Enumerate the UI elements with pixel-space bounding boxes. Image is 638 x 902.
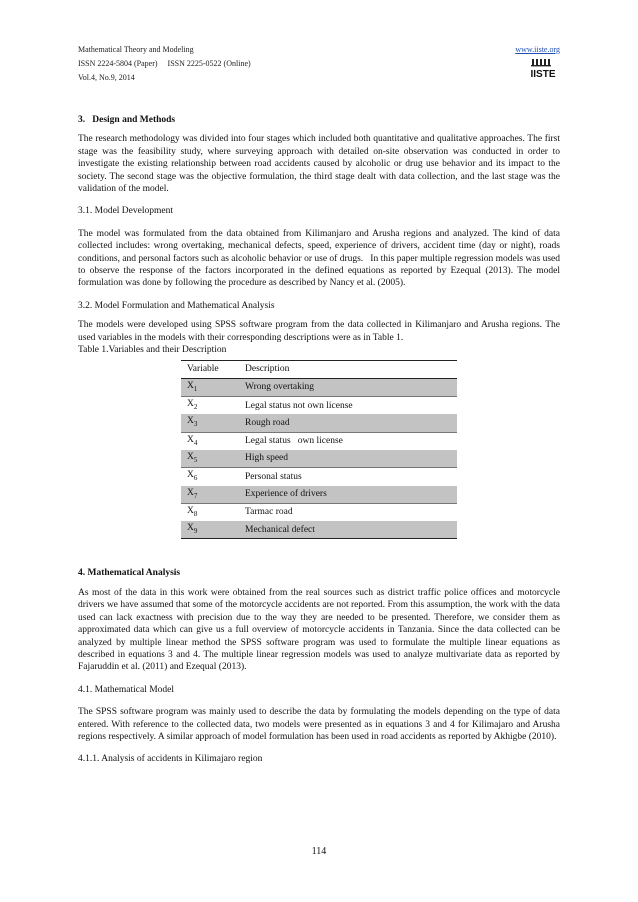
section-4-paragraph: As most of the data in this work were obtained from the real sources such as district traffic police offices and motorcycle drivers we have assumed that some of the motorcycle accidents are not reported. From this assumption, the work with the data used can lack exactness with precision due to the way they are needed to be presented. Therefore, we consider them as approximated data which can give us a full overview of motorcycle accidents in Tanzania. Since the data collected can be analyzed by multiple linear method the SPSS software program was used to formulate the multiple linear equations as described in equations 3 and 4. The multiple linear regression models was used to analyze multivariate data as reported by Fajaruddin et al. (2011) and Ezequal (2013). [78, 587, 560, 673]
section-4-1-heading: 4.1. Mathematical Model [78, 684, 175, 695]
section-3-2-heading: 3.2. Model Formulation and Mathematical Analysis [78, 300, 275, 311]
section-3-heading: 3. Design and Methods [78, 115, 176, 125]
variable-cell: $X_4$ [187, 434, 198, 447]
table-row [181, 414, 457, 432]
description-cell: Personal status [245, 471, 302, 482]
volume-line: Vol.4, No.9, 2014 [78, 73, 135, 82]
table-caption: Table 1.Variables and their Description [78, 345, 227, 356]
variable-cell: $X_7$ [181, 486, 239, 504]
variables-table [181, 360, 457, 540]
variable-cell: $X_6$ [187, 470, 198, 483]
journal-name: Mathematical Theory and Modeling [78, 45, 194, 54]
section-3-paragraph: The research methodology was divided into four stages which included both quantitative and qualitative approaches. The first stage was the feasibility study, where surveying approach with detailed on-site observation was conducted in order to investigate the existing relationship between road accidents caused by alcoholic or drug use behavior and its impact to the society. The second stage was the objective formulation, the third stage dealt with data collection, and the last stage was the validation of the model. [78, 134, 560, 195]
variable-cell: $X_9$ [181, 521, 239, 539]
page-number: 114 [311, 846, 327, 857]
description-cell: Tarmac road [245, 507, 293, 518]
iiste-logo [528, 58, 558, 80]
section-4-heading: 4. Mathematical Analysis [78, 568, 181, 579]
variable-cell: $X_2$ [187, 399, 198, 411]
section-4-1-paragraph: The SPSS software program was mainly used to describe the data by formulating the models depending on the type of data entered. With reference to the collected data, two models were presented as in equations 3 and 4 for Kilimajaro and Arusha regions respectively. A similar approach of model formulation has been used in road accidents as reported by Akhigbe (2010). [78, 707, 560, 742]
page-body [78, 114, 560, 766]
table-row [181, 378, 457, 396]
description-cell: Rough road [239, 414, 457, 432]
variable-cell: $X_8$ [187, 505, 198, 518]
section-4-1-1-heading: 4.1.1. Analysis of accidents in Kilimajaro region [78, 754, 263, 765]
table-row [181, 521, 457, 539]
journal-url-link[interactable]: www.iiste.org [515, 45, 560, 54]
variable-cell: $X_3$ [181, 414, 239, 432]
svg-text:IISTE: IISTE [530, 69, 556, 80]
description-cell: High speed [239, 450, 457, 468]
description-cell: Wrong overtaking [239, 378, 457, 396]
col-variable-header: Variable [181, 360, 239, 378]
table-row [181, 486, 457, 504]
description-cell: Experience of drivers [239, 486, 457, 504]
variable-cell: $X_5$ [181, 450, 239, 468]
table-header-row [181, 360, 457, 378]
section-3-1-paragraph: The model was formulated from the data obtained from Kilimanjaro and Arusha regions and analyzed. The kind of data collected includes: wrong overtaking, mechanical defects, speed, experience of drivers, accident time (day or night), roads conditions, and personal factors such as alcoholic behavior or use of drugs. In this paper multiple regression models was used to observe the response of the factors incorporated in the defined equations as reported by Ezequal (2013). The model formulation was done by following the procedure as described by Nancy et al. (2005). [78, 228, 561, 289]
table-row [181, 432, 457, 450]
section-3-2-paragraph: The models were developed using SPSS software program from the data collected in Kilimanjaro and Arusha regions. The used variables in the models with their corresponding descriptions were as in Table 1. [78, 320, 560, 343]
description-cell: Mechanical defect [239, 521, 457, 539]
description-cell: Legal status not own license [245, 400, 353, 411]
issn-line: ISSN 2224-5804 (Paper) ISSN 2225-0522 (Online) [78, 59, 251, 68]
section-3-1-heading: 3.1. Model Development [78, 206, 173, 217]
variable-cell: $X_1$ [181, 378, 239, 396]
table-row [181, 397, 457, 415]
table-row [181, 468, 457, 486]
description-cell: Legal status own license [245, 436, 343, 447]
table-row [181, 503, 457, 521]
table-row [181, 450, 457, 468]
col-description-header: Description [239, 360, 457, 378]
